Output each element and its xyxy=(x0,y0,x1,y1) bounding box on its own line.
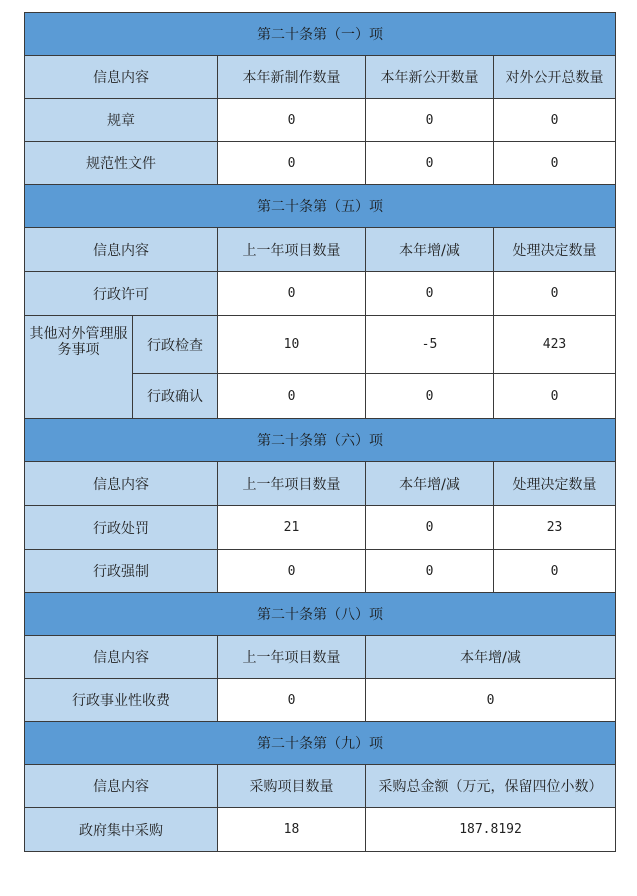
row-label: 行政检查 xyxy=(133,316,218,374)
header-cell: 信息内容 xyxy=(25,462,218,506)
value-cell: -5 xyxy=(366,316,494,374)
value-cell: 0 xyxy=(218,679,366,722)
value-cell: 0 xyxy=(366,272,494,316)
value-cell: 0 xyxy=(494,550,616,593)
value-cell: 23 xyxy=(494,506,616,550)
value-cell: 0 xyxy=(366,374,494,419)
header-cell: 本年增/减 xyxy=(366,636,616,679)
header-cell: 本年新公开数量 xyxy=(366,56,494,99)
row-label: 行政强制 xyxy=(25,550,218,593)
section-title: 第二十条第（六）项 xyxy=(25,419,616,462)
table-row xyxy=(25,679,616,722)
value-cell: 187.8192 xyxy=(366,808,616,852)
value-cell: 0 xyxy=(218,99,366,142)
table-row xyxy=(25,142,616,185)
header-cell: 信息内容 xyxy=(25,636,218,679)
table-row xyxy=(25,506,616,550)
table-row xyxy=(25,272,616,316)
row-label: 规章 xyxy=(25,99,218,142)
section-title: 第二十条第（九）项 xyxy=(25,722,616,765)
value-cell: 0 xyxy=(366,142,494,185)
header-cell: 处理决定数量 xyxy=(494,462,616,506)
header-cell: 信息内容 xyxy=(25,56,218,99)
header-cell: 信息内容 xyxy=(25,228,218,272)
value-cell: 0 xyxy=(218,142,366,185)
value-cell: 0 xyxy=(366,99,494,142)
header-cell: 信息内容 xyxy=(25,765,218,808)
value-cell: 0 xyxy=(366,550,494,593)
value-cell: 0 xyxy=(218,374,366,419)
header-cell: 上一年项目数量 xyxy=(218,462,366,506)
header-cell: 处理决定数量 xyxy=(494,228,616,272)
table-row xyxy=(25,99,616,142)
value-cell: 21 xyxy=(218,506,366,550)
header-cell: 采购项目数量 xyxy=(218,765,366,808)
header-cell: 上一年项目数量 xyxy=(218,228,366,272)
section-title: 第二十条第（五）项 xyxy=(25,185,616,228)
table-row xyxy=(25,550,616,593)
row-label: 行政确认 xyxy=(133,374,218,419)
header-cell: 本年新制作数量 xyxy=(218,56,366,99)
header-cell: 采购总金额（万元，保留四位小数） xyxy=(366,765,616,808)
value-cell: 0 xyxy=(494,142,616,185)
group-label: 其他对外管理服务事项 xyxy=(25,316,133,419)
row-label: 规范性文件 xyxy=(25,142,218,185)
value-cell: 0 xyxy=(366,679,616,722)
header-cell: 对外公开总数量 xyxy=(494,56,616,99)
disclosure-table xyxy=(24,12,616,852)
row-label: 行政事业性收费 xyxy=(25,679,218,722)
row-label: 政府集中采购 xyxy=(25,808,218,852)
value-cell: 0 xyxy=(218,272,366,316)
header-cell: 上一年项目数量 xyxy=(218,636,366,679)
value-cell: 423 xyxy=(494,316,616,374)
value-cell: 18 xyxy=(218,808,366,852)
value-cell: 0 xyxy=(218,550,366,593)
section-title: 第二十条第（一）项 xyxy=(25,13,616,56)
value-cell: 10 xyxy=(218,316,366,374)
value-cell: 0 xyxy=(494,374,616,419)
header-cell: 本年增/减 xyxy=(366,228,494,272)
value-cell: 0 xyxy=(366,506,494,550)
table-row xyxy=(25,316,616,374)
section-title: 第二十条第（八）项 xyxy=(25,593,616,636)
row-label: 行政处罚 xyxy=(25,506,218,550)
value-cell: 0 xyxy=(494,272,616,316)
table-row xyxy=(25,808,616,852)
value-cell: 0 xyxy=(494,99,616,142)
row-label: 行政许可 xyxy=(25,272,218,316)
header-cell: 本年增/减 xyxy=(366,462,494,506)
